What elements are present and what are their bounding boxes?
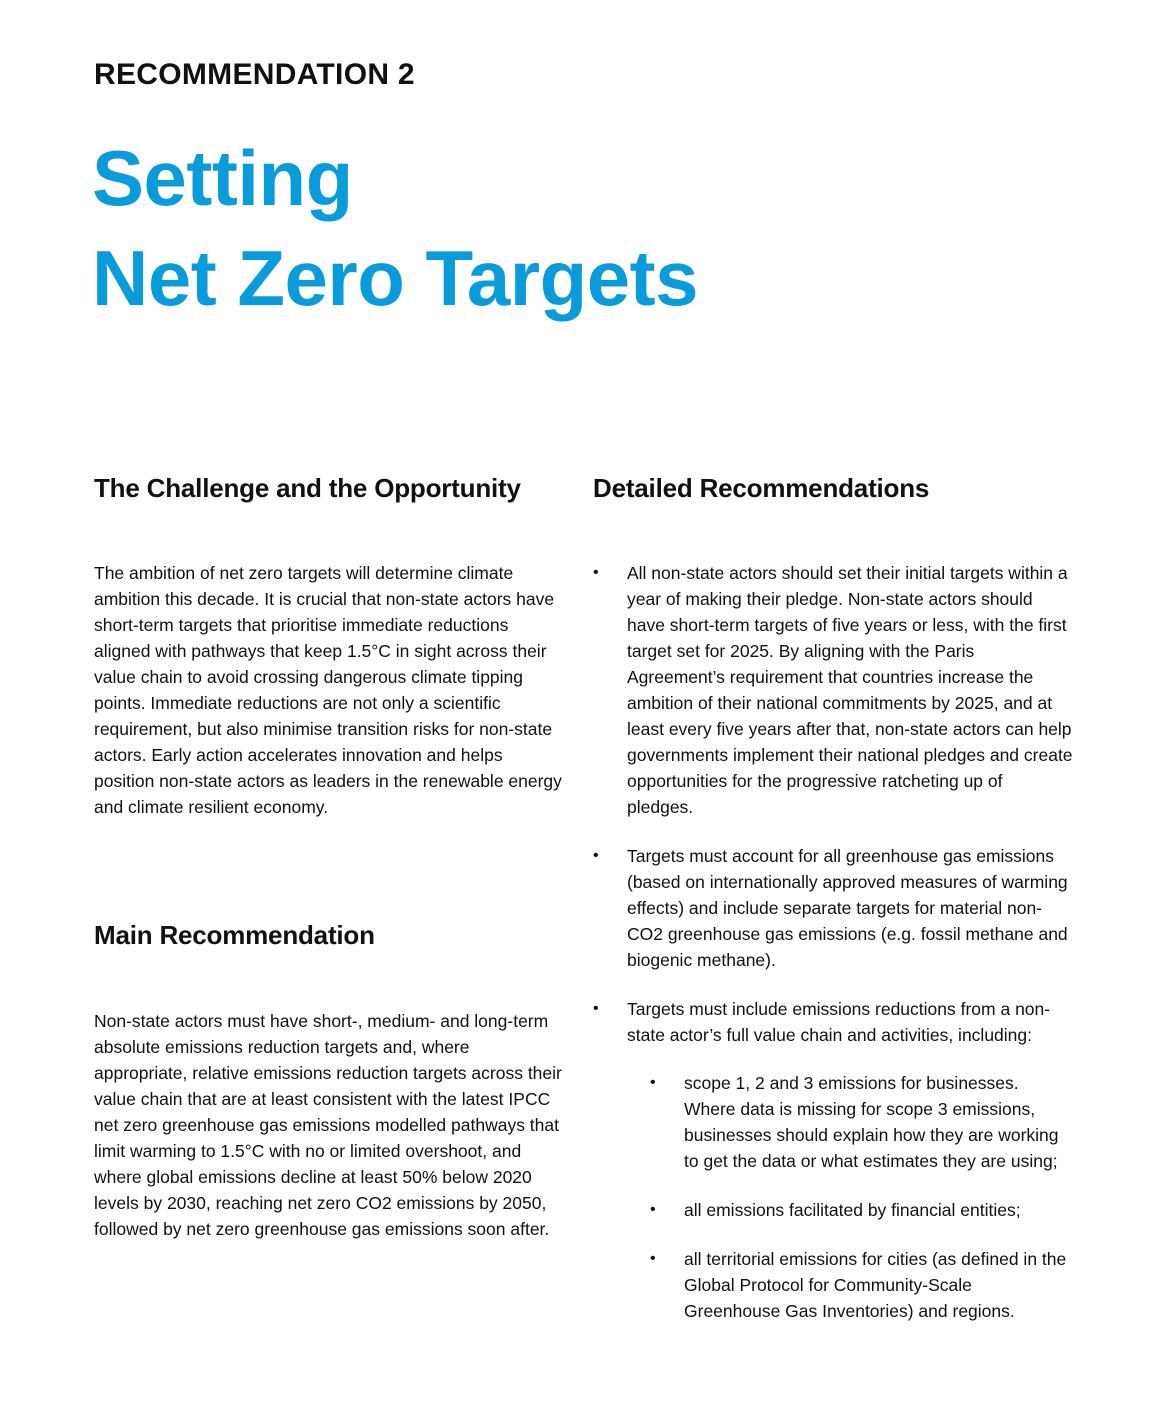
detailed-recommendations-heading: Detailed Recommendations <box>593 473 930 503</box>
recommendation-label: RECOMMENDATION 2 <box>94 58 415 91</box>
sub-list-item <box>627 1070 1073 1174</box>
list-item <box>593 996 1073 1324</box>
bullet-icon: • <box>593 1000 599 1017</box>
list-item <box>593 843 1073 973</box>
bullet-icon: • <box>650 1250 656 1267</box>
right-column <box>593 470 1073 1321</box>
sub-list-item-text: all territorial emissions for cities (as defined in the Global Protocol for Community-Scale Greenhouse Gas Inventories) and regions. <box>684 1249 1067 1321</box>
bullet-icon: • <box>593 847 599 864</box>
main-recommendation-heading: Main Recommendation <box>94 920 375 950</box>
sub-list <box>627 1070 1073 1324</box>
bullet-icon: • <box>650 1074 656 1091</box>
sub-list-item <box>627 1197 1073 1223</box>
bullet-icon: • <box>650 1201 656 1218</box>
detailed-recommendations-list <box>593 560 1073 1347</box>
sub-list-item-text: all emissions facilitated by financial entities; <box>684 1200 1021 1220</box>
page-title <box>92 128 698 328</box>
page-title-line-1: Setting <box>92 134 353 222</box>
main-recommendation-paragraph: Non-state actors must have short-, medium- and long-term absolute emissions reduction targets and, where appropriate, relative emissions reduction targets across their value chain that are at least consistent with the latest IPCC net zero greenhouse gas emissions modelled pathways that limit warming to 1.5°C with no or limited overshoot, and where global emissions decline at least 50% below 2020 levels by 2030, reaching net zero CO2 emissions by 2050, followed by net zero greenhouse gas emissions soon after. <box>94 1011 562 1239</box>
list-item-text: All non-state actors should set their initial targets within a year of making their pledge. Non-state actors should have short-term targets of five years or less, with the first target set for 2025. By aligning with the Paris Agreement’s requirement that countries increase the ambition of their national commitments by 2025, and at least every five years after that, non-state actors can help governments implement their national pledges and create opportunities for the progressive ratcheting up of pledges. <box>627 563 1073 817</box>
page-title-line-2: Net Zero Targets <box>92 234 699 322</box>
challenge-paragraph: The ambition of net zero targets will determine climate ambition this decade. It is crucial that non-state actors have short-term targets that prioritise immediate reductions aligned with pathways that keep 1.5°C in sight across their value chain to avoid crossing dangerous climate tipping points. Immediate reductions are not only a scientific requirement, but also minimise transition risks for non-state actors. Early action accelerates innovation and helps position non-state actors as leaders in the renewable energy and climate resilient economy. <box>94 563 562 817</box>
list-item-text: Targets must include emissions reductions from a non-state actor’s full value chain and activities, including: <box>627 999 1051 1045</box>
list-item <box>593 560 1073 820</box>
list-item-text: Targets must account for all greenhouse gas emissions (based on internationally approved measures of warming effects) and include separate targets for material non-CO2 greenhouse gas emissions (e.g. fossil methane and biogenic methane). <box>627 846 1068 970</box>
sub-list-item-text: scope 1, 2 and 3 emissions for businesses. Where data is missing for scope 3 emissions, businesses should explain how they are working to get the data or what estimates they are using; <box>684 1073 1059 1171</box>
bullet-icon: • <box>593 564 599 581</box>
sub-list-item <box>627 1246 1073 1324</box>
challenge-heading: The Challenge and the Opportunity <box>94 473 521 503</box>
left-column <box>94 470 564 1239</box>
